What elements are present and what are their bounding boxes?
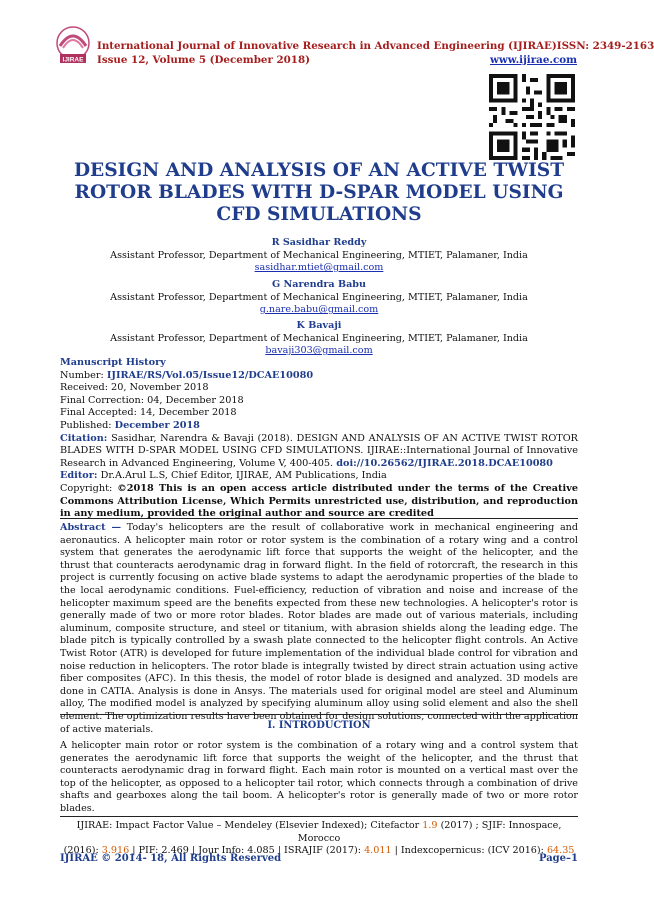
impact-text: (2017) ; SJIF: Innospace, Morocco (297, 820, 562, 844)
divider (60, 816, 578, 817)
number-label: Number: (60, 369, 104, 381)
author-affiliation: Assistant Professor, Department of Mechanical Engineering, MTIET, Palamaner, India (110, 249, 528, 261)
author-block-1 (60, 237, 578, 275)
copyright-notice (60, 483, 578, 521)
manuscript-number-line (60, 370, 578, 383)
journal-header-line2 (97, 54, 577, 66)
author-email-link[interactable]: sasidhar.mtiet@gmail.com (254, 262, 384, 274)
published-label: Published: (60, 419, 112, 431)
logo-text: IJIRAE (62, 56, 84, 64)
divider (60, 518, 578, 519)
editor-label: Editor: (60, 470, 98, 482)
abstract-label: Abstract — (60, 522, 122, 533)
israjif-value: 4.011 (364, 845, 392, 857)
editor-line (60, 470, 578, 483)
author-name: R Sasidhar Reddy (271, 237, 367, 248)
divider (60, 714, 578, 715)
abstract-text: Today's helicopters are the result of collaborative work in mechanical engineering and aeronautics. A helicopter main rotor or rotor system is the combination of a rotary wing and a control system that generates the aerodynamic lift force that supports the weight of the helicopter, and the thrust that counteracts aerodynamic drag in forward flight. In the field of rotorcraft, the research in this project is currently focusing on active blade systems to adapt the aerodynamic properties of the blade to the local aerodynamic conditions. Fuel-efficiency, reduction of vibration and noise and increase of the helicopter maximum speed are the benefits expected from these new technologies. A helicopter's rotor is generally made of two or more rotor blades. Rotor blades are made out of various materials, including aluminum, composite structure, and steel or titanium, with abrasion shields along the leading edge. The blade pitch is typically controlled by a swash plate connected to the helicopter flight controls. An Active Twist Rotor (ATR) is developed for future implementation of the individual blade control for vibration and noise reduction in helicopters. The rotor blade is integrally twisted by direct strain actuation using active fiber composites (AFC). In this thesis, the model of rotor blade is designed and analyzed. 3D models are done in CATIA. Analysis is done in Ansys. The materials used for original model are steel and Aluminum alloy, The modified model is analyzed by specifying aluminum alloy using solid element and also the shell element. The optimization results have been obtained for design solutions, connected with the application of active materials. (60, 522, 578, 735)
author-block-2 (60, 279, 578, 317)
manuscript-history (60, 357, 578, 521)
sjif-value: 3.916 (101, 845, 130, 857)
author-name: K Bavaji (296, 320, 342, 331)
impact-text: | Indexcopernicus: (ICV 2016): (391, 845, 547, 857)
doi-link[interactable]: doi://10.26562/IJIRAE.2018.DCAE10080 (336, 457, 553, 469)
citation-text: Sasidhar, Narendra & Bavaji (2018). DESIGN AND ANALYSIS OF AN ACTIVE TWIST ROTOR BLADES WITH D-SPAR MODEL USING CFD SIMULATIONS. IJIRAE::International Journal of Innovative Research in Advanced Engineering, Volume V, 400-405. (60, 432, 578, 469)
final-accepted-date: Final Accepted: 14, December 2018 (60, 407, 237, 419)
footer-copyright: IJIRAE © 2014- 18, All Rights Reserved (60, 853, 282, 864)
author-email-link[interactable]: bavaji303@gmail.com (265, 345, 373, 357)
introduction-text: A helicopter main rotor or rotor system is the combination of a rotary wing and a control system that generates the aerodynamic lift force that supports the weight of the helicopter, and the thrust that counteracts aerodynamic drag in forward flight. Each main rotor is mounted on a vertical mast over the top of the helicopter, as opposed to a helicopter tail rotor, which connects through a combination of drive shafts and gearboxes along the tail boom. A helicopter's rotor is generally made of two or more rotor blades. (60, 740, 578, 814)
published-line (60, 420, 578, 433)
paper-title: DESIGN AND ANALYSIS OF AN ACTIVE TWIST ROTOR BLADES WITH D-SPAR MODEL USING CFD SIMULATIONS (73, 160, 565, 225)
published-date: December 2018 (114, 419, 200, 431)
icv-value: 64.35 (546, 845, 575, 857)
author-affiliation: Assistant Professor, Department of Mechanical Engineering, MTIET, Palamaner, India (110, 291, 528, 303)
final-correction-date: Final Correction: 04, December 2018 (60, 394, 244, 406)
impact-text: (2016): (63, 845, 102, 857)
editor-text: Dr.A.Arul L.S, Chief Editor, IJIRAE, AM Publications, India (100, 470, 387, 482)
abstract (60, 522, 578, 736)
section-heading-introduction: I. INTRODUCTION (267, 720, 371, 731)
citefactor-value: 1.9 (422, 820, 438, 831)
author-name: G Narendra Babu (272, 279, 366, 290)
issue-info: Issue 12, Volume 5 (December 2018) (97, 54, 310, 66)
qr-code (489, 74, 575, 160)
manuscript-heading: Manuscript History (60, 357, 166, 368)
author-email-link[interactable]: g.nare.babu@gmail.com (259, 304, 379, 316)
author-block-3 (60, 320, 578, 358)
page-footer (60, 853, 578, 864)
impact-text: | PIF: 2.469 | Jour Info: 4.085 | ISRAJIF (2017): (129, 845, 365, 857)
copyright-label: Copyright: (60, 482, 113, 494)
author-affiliation: Assistant Professor, Department of Mechanical Engineering, MTIET, Palamaner, India (110, 332, 528, 344)
journal-header-line1 (97, 40, 654, 52)
received-date: Received: 20, November 2018 (60, 382, 209, 394)
journal-logo (52, 24, 94, 68)
citation (60, 433, 578, 471)
impact-text: IJIRAE: Impact Factor Value – Mendeley (Elsevier Indexed); Citefactor (76, 820, 423, 831)
journal-name: International Journal of Innovative Research in Advanced Engineering (IJIRAE) (97, 40, 557, 52)
impact-line-1 (60, 820, 578, 845)
manuscript-number: IJIRAE/RS/Vol.05/Issue12/DCAE10080 (106, 369, 314, 381)
issn: ISSN: 2349-2163 (556, 40, 654, 52)
page-number: Page–1 (538, 853, 578, 864)
citation-label: Citation: (60, 432, 108, 444)
journal-website-link[interactable]: www.ijirae.com (490, 54, 577, 66)
copyright-text: ©2018 This is an open access article distributed under the terms of the Creative Commons Attribution License, Which Permits unrestricted use, distribution, and reproduction in any medium, provided the original author and source are credited (60, 482, 578, 520)
